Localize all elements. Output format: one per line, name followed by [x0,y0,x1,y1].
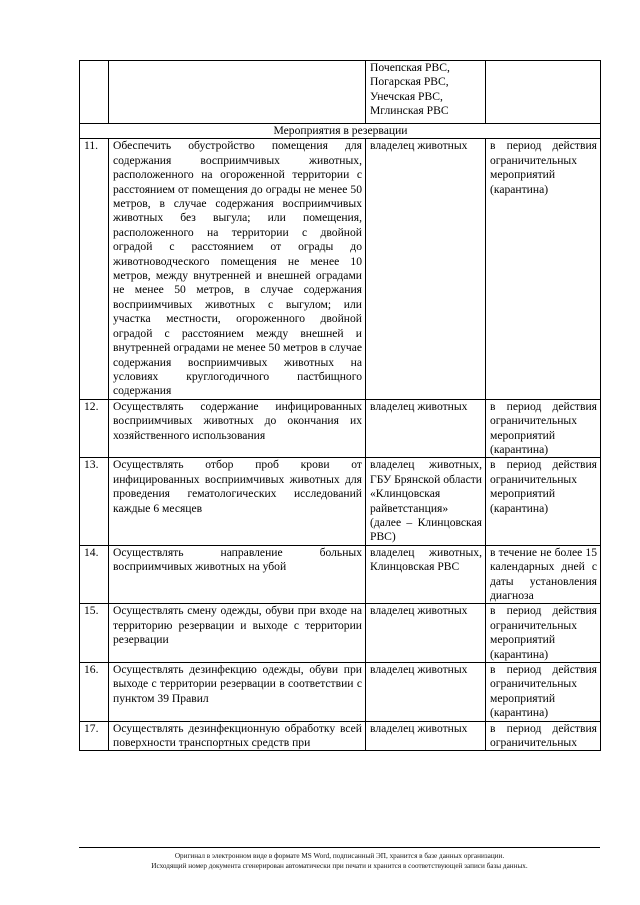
table-row [80,663,601,722]
table-row-continued [80,61,601,124]
row-term [486,61,601,124]
row-term: в течение не более 15 календарных дней с даты установления диагноза [486,545,601,604]
row-number: 12. [80,399,109,458]
table-row [80,721,601,751]
executor-line: Погарская РВС, [370,75,449,89]
row-executor: владелец животных, ГБУ Брянской области «Клинцовская райветстанция» (далее – Клинцовская РВС) [366,458,486,545]
executor-line: Почепская РВС, [370,61,450,74]
table-row [80,604,601,663]
row-number: 13. [80,458,109,545]
row-term: в период действия ограничительных мероприятий (карантина) [486,139,601,399]
row-executor: владелец животных [366,721,486,751]
row-action: Осуществлять содержание инфицированных восприимчивых животных до окончания их хозяйственного использования [109,399,366,458]
executor-line: Унечская РВС, [370,89,443,103]
row-number: 15. [80,604,109,663]
row-action: Обеспечить обустройство помещения для содержания восприимчивых животных, расположенного на огороженной территории с расстоянием от помещения до ограды не менее 50 метров, в случае содержания восприимчивых животных без выгула; или помещения, расположенного на территории с двойной оградой с расстоянием от ограды до животноводческого помещения не менее 10 метров, между внутренней и внешней оградами не менее 50 метров, в случае содержания восприимчивых животных с выгулом; или участка местности, огороженного двойной оградой с расстоянием между внешней и внутренней оградами не менее 50 метров в случае содержания восприимчивых животных на условиях круглогодичного пастбищного содержания [109,139,366,399]
table-row [80,545,601,604]
row-executor: владелец животных, Клинцовская РВС [366,545,486,604]
row-action: Осуществлять дезинфекционную обработку всей поверхности транспортных средств при [109,721,366,751]
row-number: 17. [80,721,109,751]
row-term: в период действия ограничительных мероприятий (карантина) [486,604,601,663]
document-footer [79,847,600,871]
executor-line: Мглинская РВС [370,104,449,118]
row-term: в период действия ограничительных мероприятий (карантина) [486,663,601,722]
row-term: в период действия ограничительных мероприятий (карантина) [486,458,601,545]
row-executor: владелец животных [366,139,486,399]
row-executor: владелец животных [366,663,486,722]
row-number: 14. [80,545,109,604]
row-term: в период действия ограничительных [486,721,601,751]
row-action: Осуществлять смену одежды, обуви при входе на территорию резервации и выходе с территории резервации [109,604,366,663]
row-executor [366,61,486,124]
footer-line-1: Оригинал в электронном виде в формате MS Word, подписанный ЭП, хранится в базе данных организации. [174,852,505,860]
measures-table [79,60,601,751]
footer-line-2: Исходящий номер документа сгенерирован автоматически при печати и хранится в соответствующей записи базы данных. [151,862,528,870]
row-executor: владелец животных [366,604,486,663]
table-row [80,139,601,399]
row-executor: владелец животных [366,399,486,458]
table-row [80,399,601,458]
row-action: Осуществлять отбор проб крови от инфицированных восприимчивых животных для проведения гематологических исследований каждые 6 месяцев [109,458,366,545]
row-action [109,61,366,124]
row-action: Осуществлять направление больных восприимчивых животных на убой [109,545,366,604]
row-number: 11. [80,139,109,399]
row-term: в период действия ограничительных мероприятий (карантина) [486,399,601,458]
row-number [80,61,109,124]
table-row [80,458,601,545]
row-action: Осуществлять дезинфекцию одежды, обуви при выходе с территории резервации в соответствии с пунктом 39 Правил [109,663,366,722]
section-title: Мероприятия в резервации [80,124,601,139]
row-number: 16. [80,663,109,722]
section-header-row [80,124,601,139]
